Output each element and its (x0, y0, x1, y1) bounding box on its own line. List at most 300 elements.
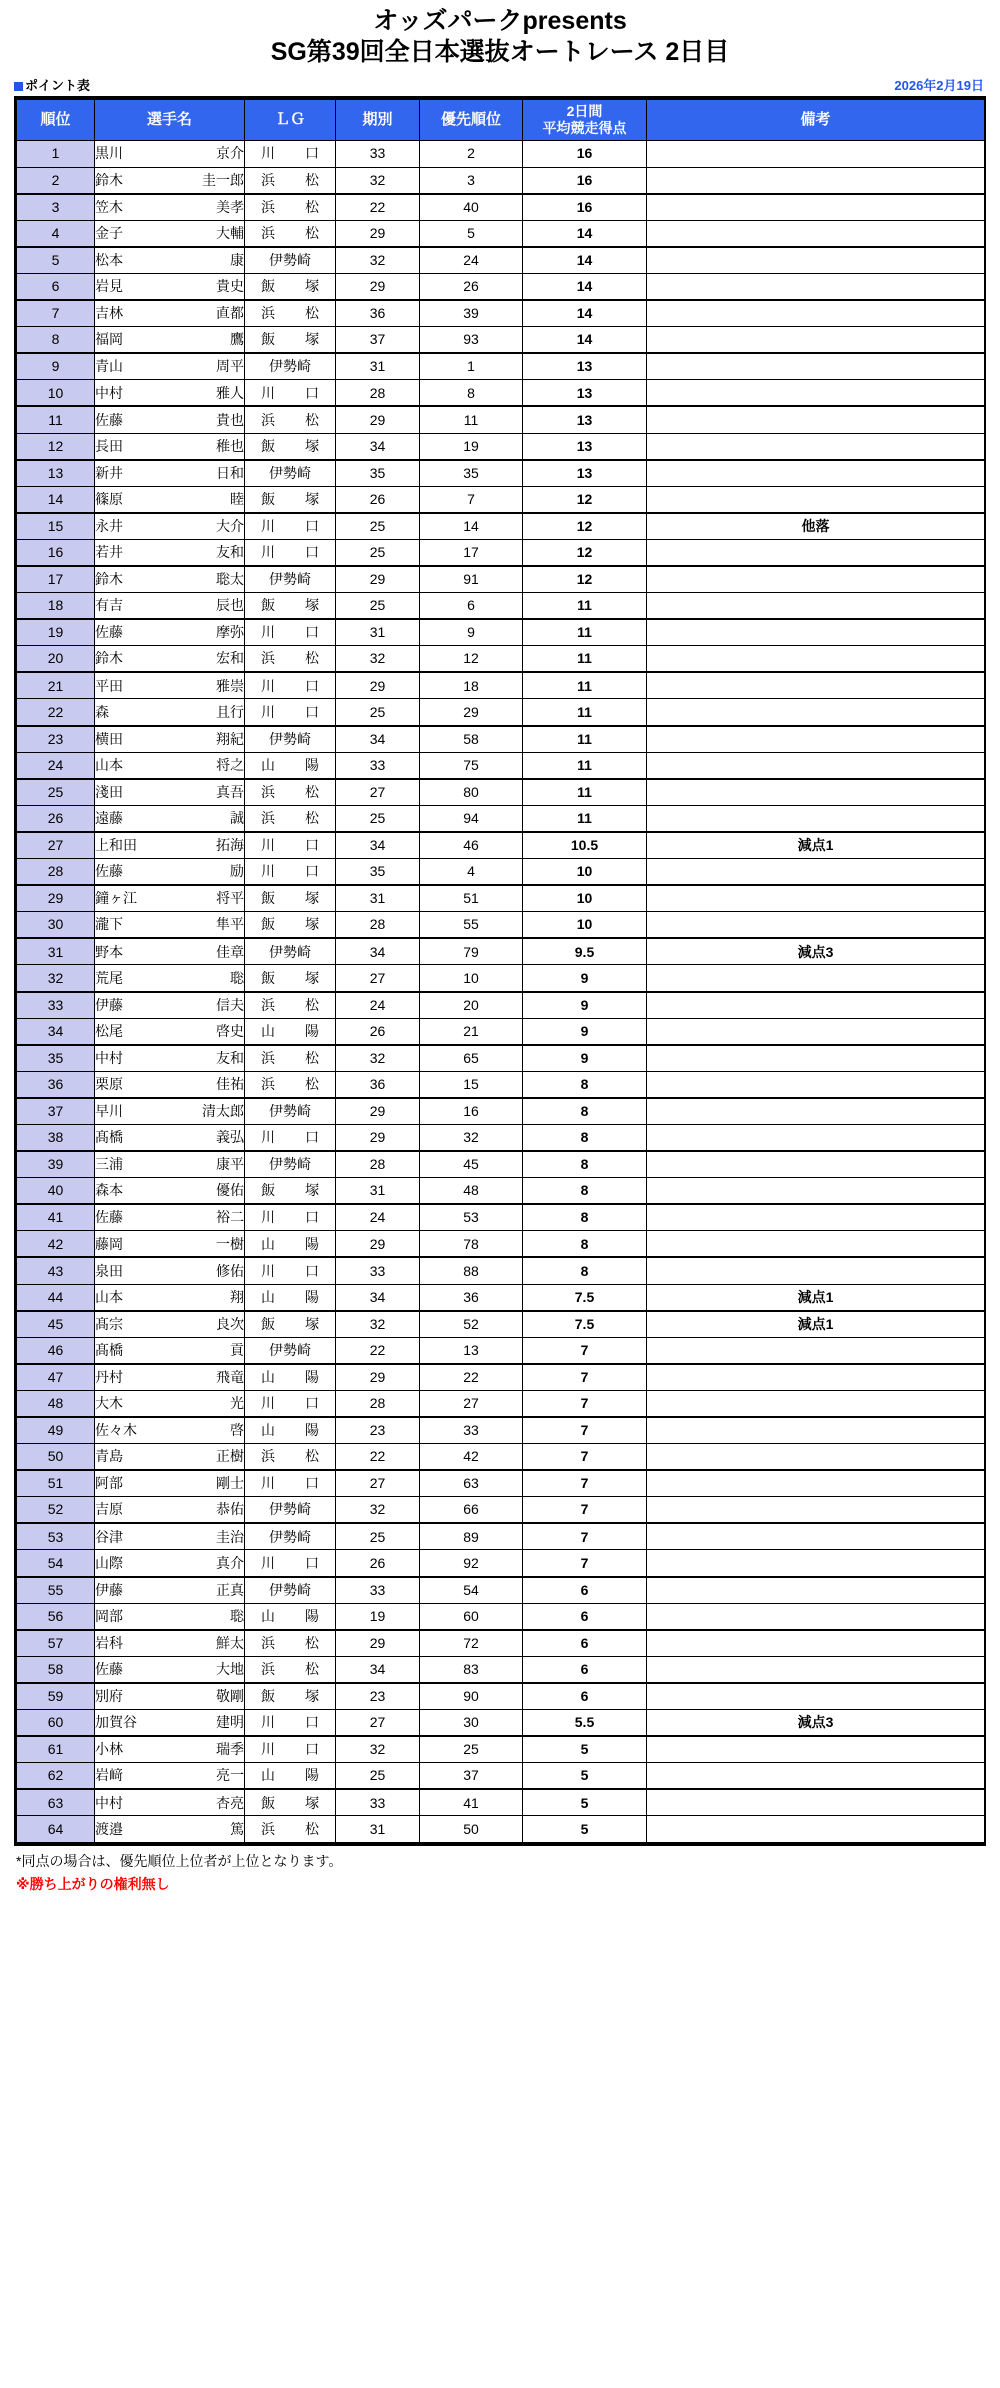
cell-rank: 34 (17, 1018, 95, 1045)
player-given-name: 翔紀 (216, 730, 244, 747)
col-header-name: 選手名 (95, 100, 245, 141)
player-given-name: 剛士 (216, 1475, 244, 1492)
cell-term: 32 (336, 247, 420, 274)
cell-note (647, 885, 985, 912)
cell-rank: 9 (17, 353, 95, 380)
cell-rank: 58 (17, 1656, 95, 1683)
cell-player-name (95, 1231, 245, 1258)
player-given-name: 敬剛 (216, 1688, 244, 1705)
player-given-name: 拓海 (216, 837, 244, 854)
player-family-name: 別府 (95, 1688, 123, 1705)
player-family-name: 中村 (95, 1049, 123, 1066)
cell-player-name (95, 1577, 245, 1604)
cell-rank: 33 (17, 992, 95, 1019)
cell-points: 8 (523, 1071, 647, 1098)
cell-priority: 63 (420, 1470, 523, 1497)
league-char: 浜 (261, 171, 275, 188)
player-family-name: 渡邉 (95, 1820, 123, 1837)
cell-rank: 17 (17, 566, 95, 593)
cell-note (647, 699, 985, 726)
cell-term: 33 (336, 1577, 420, 1604)
cell-player-name (95, 1736, 245, 1763)
table-row (17, 539, 985, 566)
cell-rank: 48 (17, 1390, 95, 1417)
cell-priority: 52 (420, 1311, 523, 1338)
cell-rank: 62 (17, 1763, 95, 1790)
cell-league (245, 1444, 336, 1471)
cell-rank: 21 (17, 672, 95, 699)
cell-term: 24 (336, 1204, 420, 1231)
player-given-name: 圭治 (216, 1528, 244, 1545)
cell-points: 8 (523, 1178, 647, 1205)
cell-priority: 29 (420, 699, 523, 726)
cell-note (647, 1018, 985, 1045)
player-family-name: 森本 (95, 1182, 123, 1199)
player-given-name: 啓 (230, 1422, 244, 1439)
cell-note: 減点1 (647, 1284, 985, 1311)
league-char: 口 (305, 1395, 319, 1412)
league-char: 松 (305, 1075, 319, 1092)
cell-points: 7.5 (523, 1284, 647, 1311)
cell-note (647, 1789, 985, 1816)
league-char: 飯 (261, 278, 275, 295)
table-row (17, 1550, 985, 1577)
cell-term: 26 (336, 486, 420, 513)
cell-term: 31 (336, 353, 420, 380)
cell-league (245, 885, 336, 912)
cell-league (245, 194, 336, 221)
player-family-name: 山本 (95, 1288, 123, 1305)
cell-note (647, 992, 985, 1019)
table-row (17, 832, 985, 859)
cell-term: 31 (336, 885, 420, 912)
cell-note (647, 273, 985, 300)
league-char: 松 (305, 783, 319, 800)
league-char: 浜 (261, 411, 275, 428)
cell-league (245, 1470, 336, 1497)
cell-priority: 51 (420, 885, 523, 912)
player-family-name: 佐藤 (95, 411, 123, 428)
player-given-name: 聡太 (216, 571, 244, 588)
cell-league (245, 1763, 336, 1790)
cell-note: 減点3 (647, 938, 985, 965)
cell-rank: 40 (17, 1178, 95, 1205)
player-given-name: 鷹 (230, 331, 244, 348)
cell-note (647, 1656, 985, 1683)
points-table (16, 99, 985, 1844)
cell-league (245, 1683, 336, 1710)
player-family-name: 鈴木 (95, 650, 123, 667)
cell-rank: 26 (17, 805, 95, 832)
table-row (17, 1523, 985, 1550)
cell-term: 25 (336, 539, 420, 566)
cell-player-name (95, 593, 245, 620)
player-family-name: 丹村 (95, 1369, 123, 1386)
cell-league (245, 992, 336, 1019)
cell-rank: 5 (17, 247, 95, 274)
player-family-name: 小林 (95, 1741, 123, 1758)
col-header-rank: 順位 (17, 100, 95, 141)
cell-player-name (95, 805, 245, 832)
cell-points: 10 (523, 885, 647, 912)
cell-note: 他落 (647, 513, 985, 540)
cell-term: 32 (336, 167, 420, 194)
section-caption-label: ポイント表 (25, 78, 91, 93)
cell-rank: 42 (17, 1231, 95, 1258)
cell-priority: 60 (420, 1603, 523, 1630)
league-char: 山 (261, 1022, 275, 1039)
cell-note (647, 1816, 985, 1843)
league-char: 浜 (261, 1634, 275, 1651)
player-family-name: 鐘ヶ江 (95, 890, 137, 907)
cell-note (647, 1204, 985, 1231)
cell-term: 34 (336, 726, 420, 753)
player-family-name: 遠藤 (95, 810, 123, 827)
cell-note (647, 1523, 985, 1550)
league-char: 川 (261, 145, 275, 162)
cell-points: 8 (523, 1231, 647, 1258)
cell-note (647, 965, 985, 992)
league-char: 浜 (261, 305, 275, 322)
cell-term: 25 (336, 699, 420, 726)
table-row (17, 1390, 985, 1417)
cell-league: 伊勢崎 (245, 353, 336, 380)
cell-league: 伊勢崎 (245, 938, 336, 965)
table-row (17, 380, 985, 407)
table-row (17, 992, 985, 1019)
table-row (17, 593, 985, 620)
title-line-presents: オッズパークpresents (373, 7, 627, 35)
cell-player-name (95, 1656, 245, 1683)
player-given-name: 恭佑 (216, 1501, 244, 1518)
cell-priority: 53 (420, 1204, 523, 1231)
league-char: 浜 (261, 1448, 275, 1465)
league-char: 松 (305, 1049, 319, 1066)
cell-league (245, 859, 336, 886)
player-family-name: 永井 (95, 518, 123, 535)
player-family-name: 中村 (95, 384, 123, 401)
table-row (17, 1257, 985, 1284)
table-row (17, 1710, 985, 1737)
player-family-name: 山本 (95, 756, 123, 773)
cell-priority: 4 (420, 859, 523, 886)
cell-priority: 2 (420, 141, 523, 168)
cell-league (245, 141, 336, 168)
table-row (17, 699, 985, 726)
league-char: 塚 (305, 597, 319, 614)
cell-term: 29 (336, 566, 420, 593)
league-char: 飯 (261, 1688, 275, 1705)
cell-priority: 33 (420, 1417, 523, 1444)
cell-points: 6 (523, 1577, 647, 1604)
player-given-name: 翔 (230, 1288, 244, 1305)
league-char: 塚 (305, 1794, 319, 1811)
player-given-name: 飛竜 (216, 1369, 244, 1386)
cell-priority: 35 (420, 460, 523, 487)
table-row (17, 1071, 985, 1098)
cell-points: 6 (523, 1683, 647, 1710)
cell-points: 8 (523, 1204, 647, 1231)
player-given-name: 宏和 (216, 650, 244, 667)
cell-note (647, 1098, 985, 1125)
league-char: 川 (261, 624, 275, 641)
table-row (17, 752, 985, 779)
cell-priority: 36 (420, 1284, 523, 1311)
cell-league (245, 1736, 336, 1763)
player-family-name: 加賀谷 (95, 1714, 137, 1731)
cell-league (245, 433, 336, 460)
cell-rank: 6 (17, 273, 95, 300)
cell-points: 7 (523, 1550, 647, 1577)
cell-term: 34 (336, 1656, 420, 1683)
cell-term: 29 (336, 1231, 420, 1258)
cell-player-name (95, 672, 245, 699)
cell-note (647, 220, 985, 247)
league-char: 川 (261, 544, 275, 561)
cell-points: 11 (523, 752, 647, 779)
cell-points: 7 (523, 1470, 647, 1497)
cell-league (245, 300, 336, 327)
cell-points: 13 (523, 406, 647, 433)
player-family-name: 吉林 (95, 305, 123, 322)
col-header-priority: 優先順位 (420, 100, 523, 141)
league-char: 川 (261, 1395, 275, 1412)
cell-rank: 1 (17, 141, 95, 168)
cell-term: 31 (336, 1816, 420, 1843)
cell-note (647, 859, 985, 886)
cell-note: 減点1 (647, 1311, 985, 1338)
league-char: 松 (305, 1634, 319, 1651)
cell-player-name (95, 1337, 245, 1364)
cell-rank: 44 (17, 1284, 95, 1311)
player-given-name: 周平 (216, 358, 244, 375)
cell-priority: 66 (420, 1497, 523, 1524)
cell-league (245, 1816, 336, 1843)
cell-points: 6 (523, 1630, 647, 1657)
cell-rank: 10 (17, 380, 95, 407)
table-header-row (17, 100, 985, 141)
cell-term: 29 (336, 1098, 420, 1125)
table-row (17, 486, 985, 513)
cell-priority: 65 (420, 1045, 523, 1072)
cell-league (245, 539, 336, 566)
table-row (17, 779, 985, 806)
cell-term: 29 (336, 406, 420, 433)
table-row (17, 353, 985, 380)
cell-points: 9 (523, 992, 647, 1019)
cell-player-name (95, 859, 245, 886)
cell-priority: 17 (420, 539, 523, 566)
cell-rank: 52 (17, 1497, 95, 1524)
cell-priority: 41 (420, 1789, 523, 1816)
cell-rank: 47 (17, 1364, 95, 1391)
league-char: 浜 (261, 1661, 275, 1678)
cell-term: 25 (336, 1523, 420, 1550)
cell-player-name (95, 273, 245, 300)
league-char: 松 (305, 1820, 319, 1837)
cell-player-name (95, 1151, 245, 1178)
cell-rank: 20 (17, 646, 95, 673)
cell-term: 32 (336, 1497, 420, 1524)
cell-league (245, 1204, 336, 1231)
cell-rank: 31 (17, 938, 95, 965)
player-family-name: 笠木 (95, 198, 123, 215)
table-row (17, 1231, 985, 1258)
cell-player-name (95, 699, 245, 726)
cell-points: 11 (523, 593, 647, 620)
cell-term: 29 (336, 1364, 420, 1391)
league-char: 松 (305, 650, 319, 667)
player-given-name: 雅崇 (216, 677, 244, 694)
cell-priority: 93 (420, 327, 523, 354)
cell-league (245, 672, 336, 699)
player-family-name: 金子 (95, 224, 123, 241)
cell-priority: 24 (420, 247, 523, 274)
league-char: 飯 (261, 1182, 275, 1199)
cell-note (647, 1124, 985, 1151)
table-row (17, 433, 985, 460)
cell-priority: 11 (420, 406, 523, 433)
table-row (17, 646, 985, 673)
cell-term: 25 (336, 1763, 420, 1790)
cell-rank: 54 (17, 1550, 95, 1577)
cell-rank: 22 (17, 699, 95, 726)
table-row (17, 1337, 985, 1364)
cell-priority: 91 (420, 566, 523, 593)
player-family-name: 三浦 (95, 1156, 123, 1173)
cell-player-name (95, 406, 245, 433)
cell-league (245, 1603, 336, 1630)
cell-priority: 92 (420, 1550, 523, 1577)
cell-note: 減点3 (647, 1710, 985, 1737)
cell-league (245, 699, 336, 726)
cell-term: 25 (336, 593, 420, 620)
cell-points: 10.5 (523, 832, 647, 859)
cell-player-name (95, 1710, 245, 1737)
table-row (17, 1763, 985, 1790)
cell-points: 11 (523, 646, 647, 673)
cell-term: 32 (336, 1736, 420, 1763)
player-given-name: 大介 (216, 518, 244, 535)
cell-rank: 12 (17, 433, 95, 460)
cell-note (647, 1683, 985, 1710)
cell-rank: 37 (17, 1098, 95, 1125)
league-char: 口 (305, 1475, 319, 1492)
table-row (17, 1444, 985, 1471)
cell-league (245, 327, 336, 354)
league-char: 飯 (261, 1315, 275, 1332)
player-family-name: 藤岡 (95, 1235, 123, 1252)
cell-league (245, 1124, 336, 1151)
table-row (17, 965, 985, 992)
cell-player-name (95, 1390, 245, 1417)
cell-points: 12 (523, 539, 647, 566)
table-row (17, 513, 985, 540)
cell-rank: 56 (17, 1603, 95, 1630)
cell-term: 29 (336, 220, 420, 247)
table-row (17, 859, 985, 886)
table-row (17, 619, 985, 646)
player-family-name: 上和田 (95, 837, 137, 854)
league-char: 口 (305, 1209, 319, 1226)
league-char: 山 (261, 1288, 275, 1305)
player-given-name: 鮮太 (216, 1634, 244, 1651)
cell-player-name (95, 194, 245, 221)
cell-priority: 26 (420, 273, 523, 300)
league-char: 山 (261, 1422, 275, 1439)
cell-player-name (95, 1178, 245, 1205)
league-char: 陽 (305, 1369, 319, 1386)
cell-rank: 18 (17, 593, 95, 620)
league-char: 飯 (261, 1794, 275, 1811)
cell-term: 32 (336, 646, 420, 673)
cell-note (647, 779, 985, 806)
cell-note (647, 1417, 985, 1444)
cell-rank: 57 (17, 1630, 95, 1657)
cell-priority: 46 (420, 832, 523, 859)
player-family-name: 横田 (95, 730, 123, 747)
cell-rank: 4 (17, 220, 95, 247)
cell-note (647, 380, 985, 407)
league-char: 山 (261, 1235, 275, 1252)
league-char: 塚 (305, 437, 319, 454)
cell-rank: 16 (17, 539, 95, 566)
league-char: 陽 (305, 1022, 319, 1039)
league-char: 口 (305, 677, 319, 694)
league-char: 川 (261, 518, 275, 535)
cell-player-name (95, 1470, 245, 1497)
league-char: 浜 (261, 810, 275, 827)
cell-points: 7 (523, 1497, 647, 1524)
cell-rank: 3 (17, 194, 95, 221)
cell-term: 27 (336, 965, 420, 992)
cell-note (647, 1603, 985, 1630)
cell-league (245, 406, 336, 433)
cell-league (245, 1630, 336, 1657)
cell-league (245, 1071, 336, 1098)
league-char: 浜 (261, 1820, 275, 1837)
league-char: 松 (305, 1448, 319, 1465)
cell-priority: 79 (420, 938, 523, 965)
col-header-term: 期別 (336, 100, 420, 141)
cell-priority: 55 (420, 912, 523, 939)
player-family-name: 髙橋 (95, 1129, 123, 1146)
table-row (17, 1045, 985, 1072)
cell-priority: 40 (420, 194, 523, 221)
cell-priority: 30 (420, 1710, 523, 1737)
cell-player-name (95, 539, 245, 566)
cell-term: 36 (336, 300, 420, 327)
league-char: 口 (305, 1129, 319, 1146)
player-given-name: 正真 (216, 1581, 244, 1598)
league-char: 陽 (305, 1235, 319, 1252)
cell-note (647, 1178, 985, 1205)
table-row (17, 220, 985, 247)
cell-term: 33 (336, 1789, 420, 1816)
cell-points: 12 (523, 566, 647, 593)
table-row (17, 1603, 985, 1630)
cell-player-name (95, 1257, 245, 1284)
league-char: 川 (261, 703, 275, 720)
cell-league (245, 1045, 336, 1072)
cell-points: 8 (523, 1257, 647, 1284)
league-char: 浜 (261, 1075, 275, 1092)
cell-league (245, 1789, 336, 1816)
player-given-name: 佳章 (216, 943, 244, 960)
cell-points: 11 (523, 619, 647, 646)
cell-player-name (95, 1683, 245, 1710)
cell-rank: 7 (17, 300, 95, 327)
